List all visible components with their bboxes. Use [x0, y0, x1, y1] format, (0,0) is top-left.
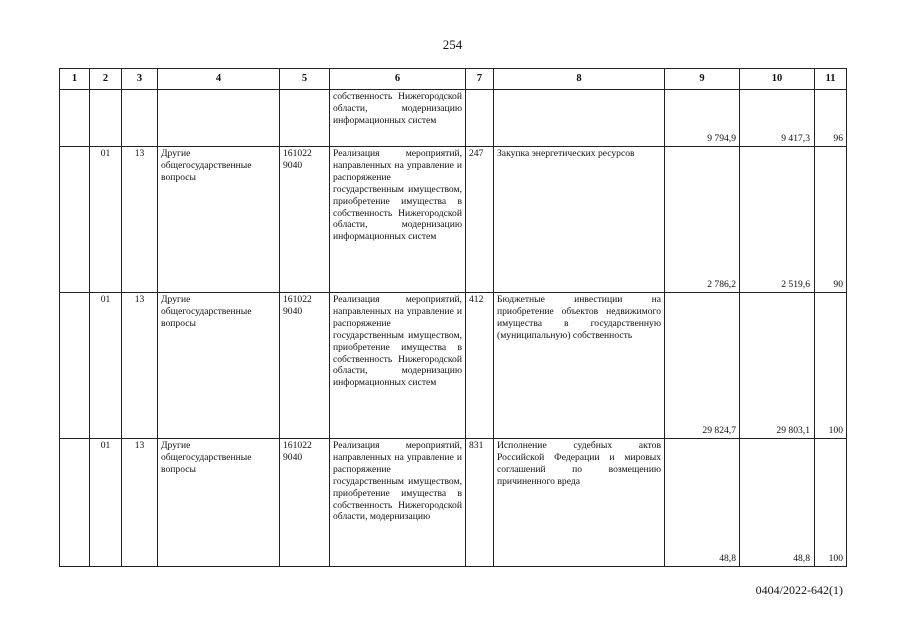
cell-expense-type: 247: [466, 147, 494, 293]
table-row: [60, 90, 847, 147]
cell-expense-type-name: [494, 90, 665, 147]
cell-target-article: 161022 9040: [280, 439, 330, 567]
cell-target-article-name: Реализация мероприятий, направленных на управление и распоряжение государственным имуществом, приобретение имущества в собственность Нижегородской области, модернизацию: [330, 439, 466, 567]
cell-expense-type: [466, 90, 494, 147]
cell-amount-planned: 2 786,2: [665, 147, 740, 293]
column-header-10: 10: [740, 69, 815, 90]
table-row: [60, 439, 847, 567]
cell-percent-executed: 100: [815, 293, 847, 439]
cell-percent-executed: 96: [815, 90, 847, 147]
page-number: 254: [442, 37, 463, 52]
column-header-1: 1: [60, 69, 90, 90]
cell-amount-planned: 29 824,7: [665, 293, 740, 439]
cell-amount-executed: 2 519,6: [740, 147, 815, 293]
cell-section-name: Другие общегосударственные вопросы: [158, 439, 280, 567]
cell-expense-type-name: Исполнение судебных актов Российской Федерации и мировых соглашений по возмещению причиненного вреда: [494, 439, 665, 567]
cell-amount-executed: 9 417,3: [740, 90, 815, 147]
cell-expense-type-name: Закупка энергетических ресурсов: [494, 147, 665, 293]
cell-target-article-name: Реализация мероприятий, направленных на управление и распоряжение государственным имуществом, приобретение имущества в собственность Нижегородской области, модернизацию информационных систем: [330, 293, 466, 439]
cell-section-code: [90, 90, 122, 147]
cell-percent-executed: 90: [815, 147, 847, 293]
cell-expense-type: 831: [466, 439, 494, 567]
column-header-4: 4: [158, 69, 280, 90]
table-row: [60, 293, 847, 439]
cell-section-code: 01: [90, 293, 122, 439]
column-header-3: 3: [122, 69, 158, 90]
document-code: 0404/2022-642(1): [755, 583, 843, 597]
cell-expense-type-name: Бюджетные инвестиции на приобретение объектов недвижимого имущества в государственную (муниципальную) собственность: [494, 293, 665, 439]
cell-row-number: [60, 90, 90, 147]
cell-target-article: 161022 9040: [280, 147, 330, 293]
header-row: [60, 69, 847, 90]
cell-percent-executed: 100: [815, 439, 847, 567]
cell-row-number: [60, 293, 90, 439]
cell-row-number: [60, 147, 90, 293]
cell-subsection-code: 13: [122, 147, 158, 293]
cell-amount-planned: 9 794,9: [665, 90, 740, 147]
cell-target-article-name: Реализация мероприятий, направленных на управление и распоряжение государственным имуществом, приобретение имущества в собственность Нижегородской области, модернизацию информационных систем: [330, 147, 466, 293]
column-header-8: 8: [494, 69, 665, 90]
cell-subsection-code: 13: [122, 439, 158, 567]
column-header-9: 9: [665, 69, 740, 90]
cell-section-name: Другие общегосударственные вопросы: [158, 293, 280, 439]
table-row: [60, 147, 847, 293]
cell-amount-planned: 48,8: [665, 439, 740, 567]
cell-target-article: [280, 90, 330, 147]
cell-subsection-code: [122, 90, 158, 147]
cell-amount-executed: 29 803,1: [740, 293, 815, 439]
cell-section-code: 01: [90, 439, 122, 567]
budget-table: [59, 68, 847, 567]
column-header-5: 5: [280, 69, 330, 90]
cell-amount-executed: 48,8: [740, 439, 815, 567]
cell-expense-type: 412: [466, 293, 494, 439]
column-header-11: 11: [815, 69, 847, 90]
cell-row-number: [60, 439, 90, 567]
cell-section-name: Другие общегосударственные вопросы: [158, 147, 280, 293]
column-header-7: 7: [466, 69, 494, 90]
cell-section-name: [158, 90, 280, 147]
cell-target-article: 161022 9040: [280, 293, 330, 439]
cell-section-code: 01: [90, 147, 122, 293]
cell-subsection-code: 13: [122, 293, 158, 439]
column-header-2: 2: [90, 69, 122, 90]
cell-target-article-name: собственность Нижегородской области, модернизацию информационных систем: [330, 90, 466, 147]
column-header-6: 6: [330, 69, 466, 90]
